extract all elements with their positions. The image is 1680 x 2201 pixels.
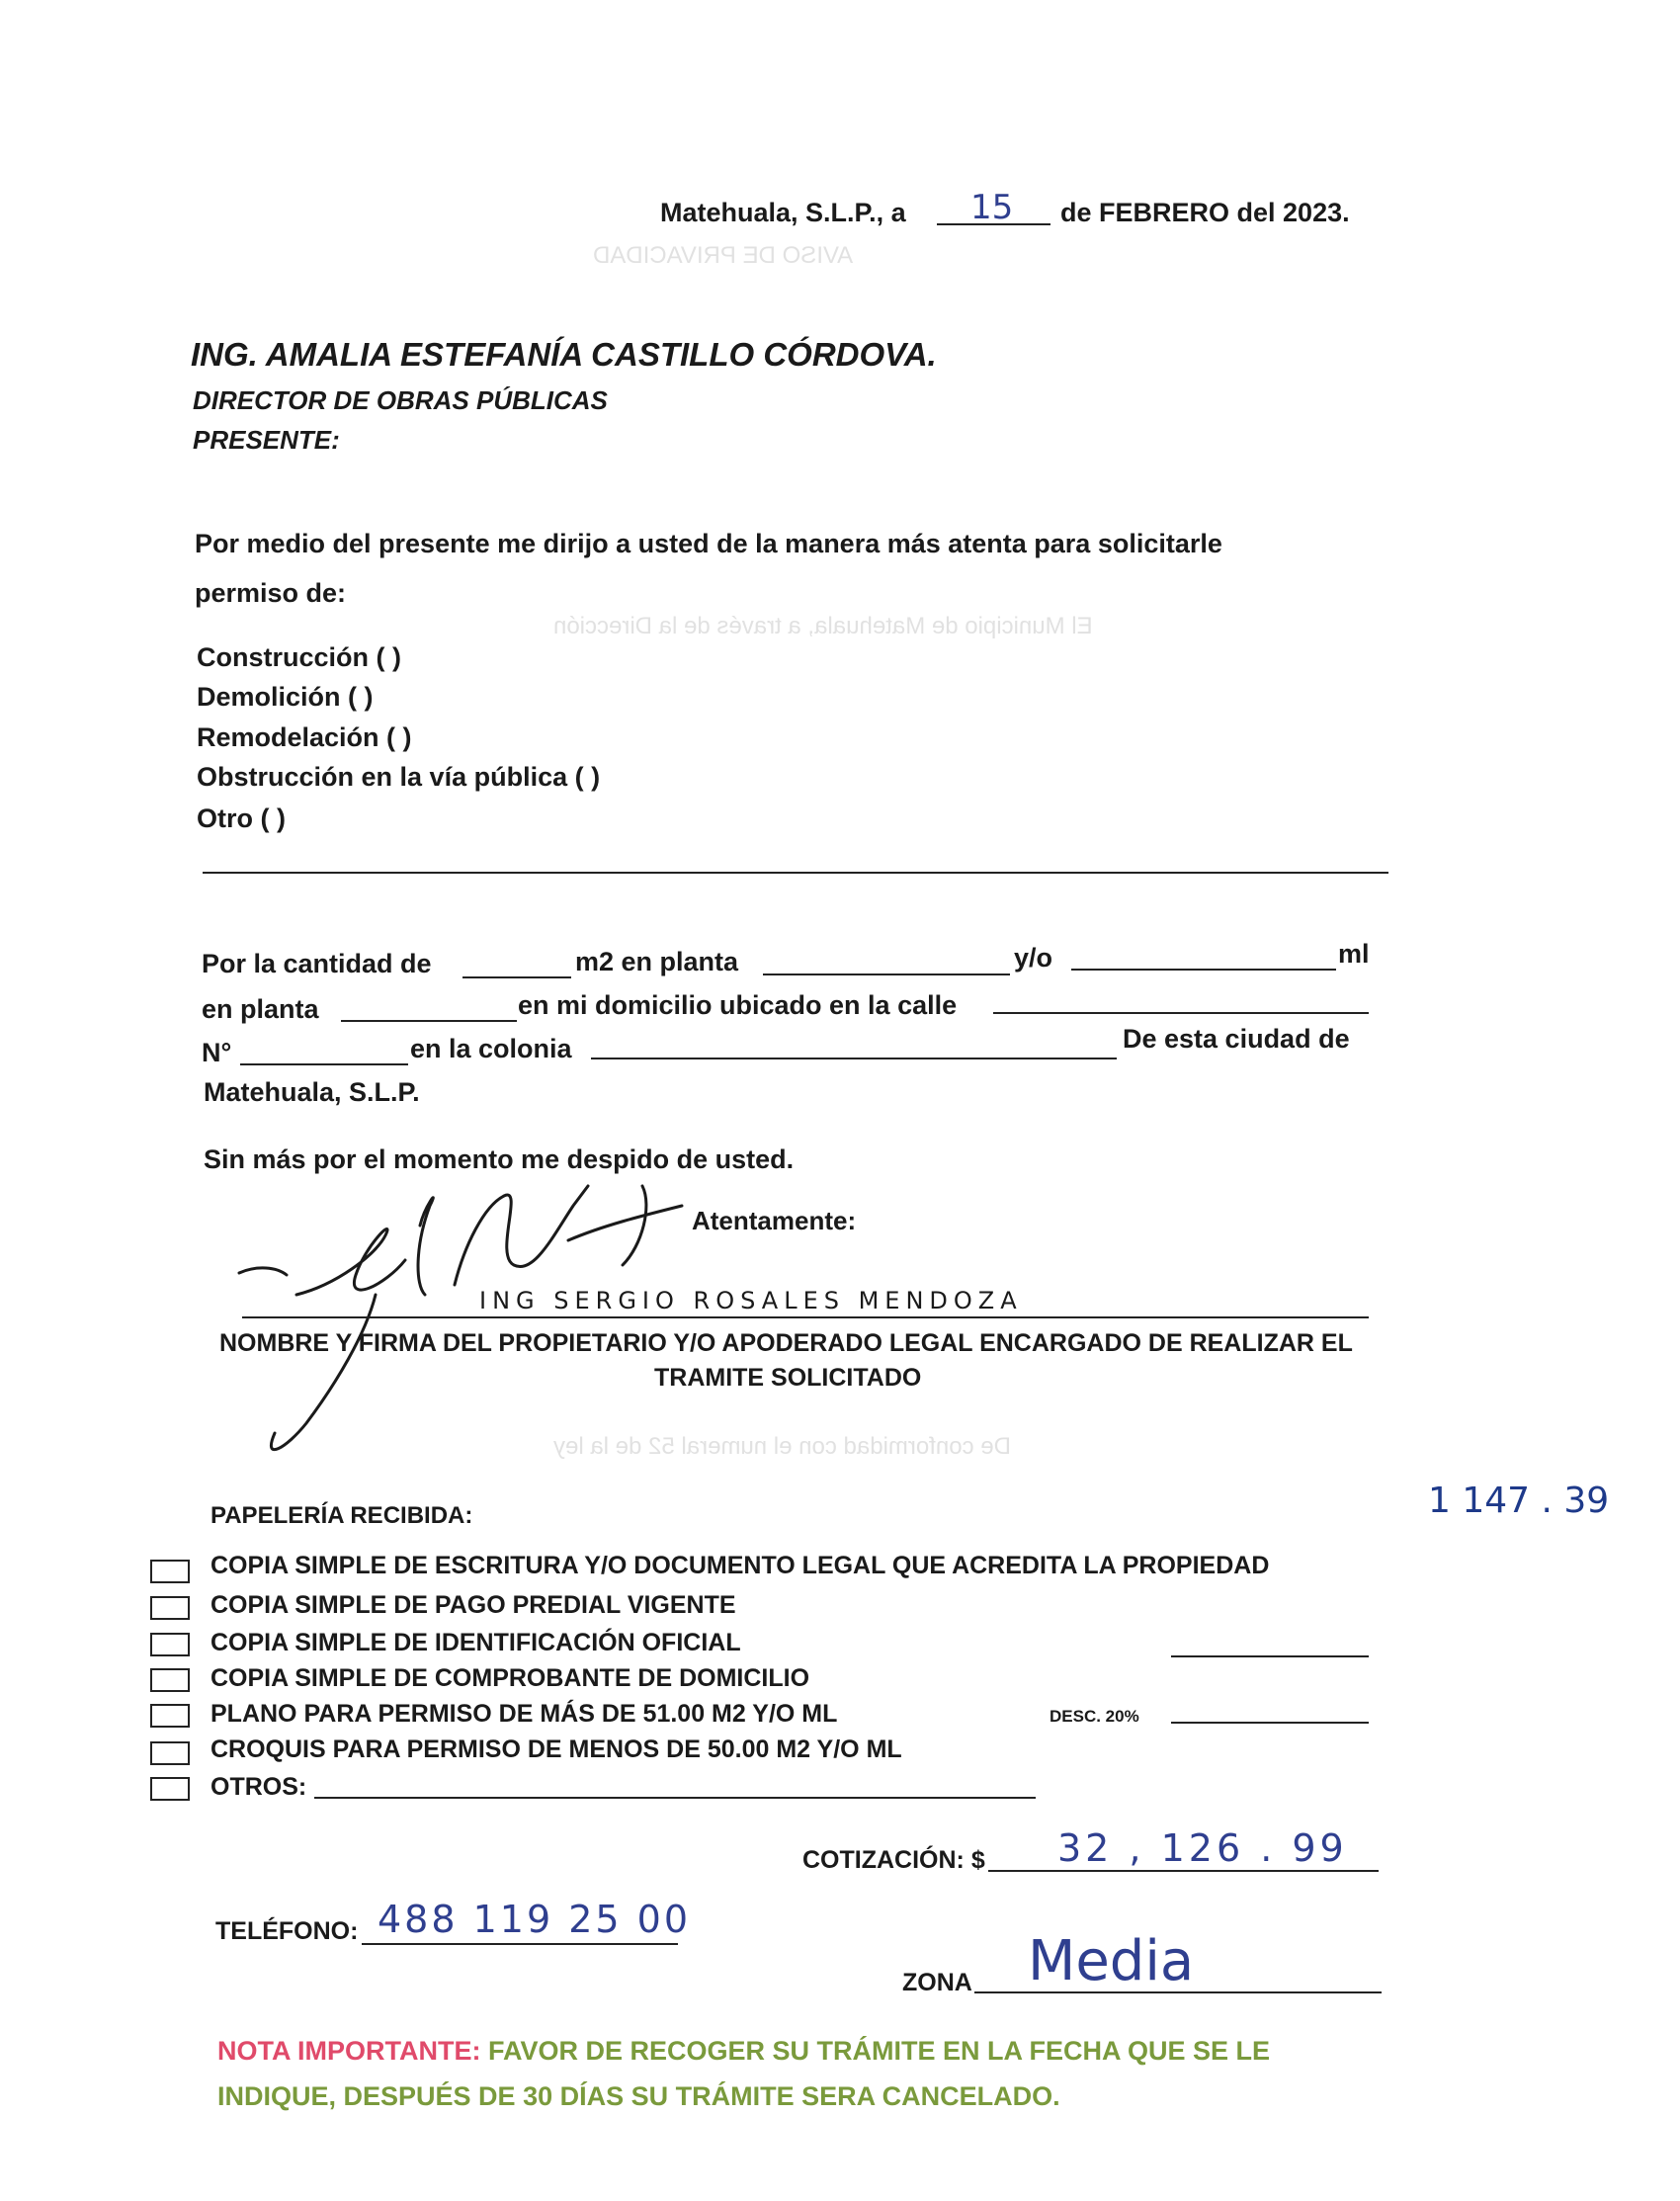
domicilio-label: en mi domicilio ubicado en la calle [518,990,958,1020]
option-otro: Otro ( ) [197,804,286,833]
addressee-title: DIRECTOR DE OBRAS PÚBLICAS [193,385,608,415]
desc-line [1171,1722,1369,1724]
intro-line-1: Por medio del presente me dirijo a usted de la manera más atenta para solicitarle [195,529,1222,558]
papeleria-item: COPIA SIMPLE DE ESCRITURA Y/O DOCUMENTO LEGAL QUE ACREDITA LA PROPIEDAD [210,1552,1270,1579]
date-suffix: de FEBRERO del 2023. [1060,198,1350,227]
m2-label: m2 en planta [575,947,739,976]
ml-line [1071,969,1336,971]
cotizacion-line [988,1870,1379,1872]
papeleria-item: OTROS: [210,1773,307,1801]
telefono-line [362,1943,678,1945]
telefono-label: TELÉFONO: [215,1917,359,1945]
numero-label: N° [202,1038,232,1067]
atentamente-label: Atentamente: [692,1206,857,1235]
papeleria-line [1171,1655,1369,1657]
papeleria-checkbox[interactable] [150,1633,190,1656]
signature-mark [227,1166,840,1463]
papeleria-item: COPIA SIMPLE DE PAGO PREDIAL VIGENTE [210,1591,736,1619]
papeleria-title: PAPELERÍA RECIBIDA: [210,1502,473,1529]
sign-label-1: NOMBRE Y FIRMA DEL PROPIETARIO Y/O APODERADO LEGAL ENCARGADO DE REALIZAR EL [219,1329,1353,1357]
cotizacion-handwritten: 32 , 126 . 99 [1057,1826,1348,1870]
otro-line [203,872,1388,874]
papeleria-item: COPIA SIMPLE DE IDENTIFICACIÓN OFICIAL [210,1629,741,1656]
papeleria-checkbox[interactable] [150,1560,190,1583]
papeleria-item: PLANO PARA PERMISO DE MÁS DE 51.00 M2 Y/O ML [210,1700,838,1728]
day-handwritten: 15 [970,188,1014,227]
signature-line [242,1316,1369,1318]
m2-line [763,974,1010,975]
desc-label: DESC. 20% [1050,1707,1139,1726]
ciudad-label: De esta ciudad de [1123,1024,1350,1054]
papeleria-checkbox[interactable] [150,1741,190,1765]
calle-line [993,1012,1369,1014]
yo-label: y/o [1014,943,1053,973]
en-planta-label: en planta [202,994,319,1024]
option-remodelacion: Remodelación ( ) [197,722,412,752]
papeleria-checkbox[interactable] [150,1668,190,1692]
addressee-name: ING. AMALIA ESTEFANÍA CASTILLO CÓRDOVA. [191,336,937,373]
qty-line [462,976,571,978]
telefono-handwritten: 488 119 25 00 [378,1898,692,1941]
farewell: Sin más por el momento me despido de usted. [204,1144,795,1174]
papeleria-checkbox[interactable] [150,1777,190,1801]
qty-prefix: Por la cantidad de [202,949,432,978]
zona-label: ZONA [902,1969,972,1996]
otros-line [314,1797,1036,1799]
en-planta-line [341,1020,517,1022]
presente-label: PRESENTE: [193,425,340,455]
amount-handwritten: 1 147 . 39 [1428,1481,1610,1521]
papeleria-item: COPIA SIMPLE DE COMPROBANTE DE DOMICILIO [210,1664,810,1692]
option-demolicion: Demolición ( ) [197,682,374,712]
sign-label-2: TRAMITE SOLICITADO [654,1364,922,1392]
colonia-label: en la colonia [410,1034,572,1063]
nota-text-2: INDIQUE, DESPUÉS DE 30 DÍAS SU TRÁMITE SERA CANCELADO. [217,2081,1060,2111]
date-place: Matehuala, S.L.P., a [660,198,906,227]
bleed-through-text: De conformidad con el numeral 52 de la ley [553,1433,1011,1460]
zona-handwritten: Media [1028,1929,1195,1993]
nota-text-1: FAVOR DE RECOGER SU TRÁMITE EN LA FECHA QUE SE LE [487,2036,1271,2066]
ml-label: ml [1338,939,1370,969]
cotizacion-label: COTIZACIÓN: $ [802,1846,985,1874]
option-construccion: Construcción ( ) [197,642,401,672]
bleed-through-text: El Municipio de Matehuala, a través de la Dirección [553,613,1093,639]
option-obstruccion: Obstrucción en la vía pública ( ) [197,762,601,792]
signer-name-handwritten: ING SERGIO ROSALES MENDOZA [479,1287,1023,1314]
nota-label: NOTA IMPORTANTE: [217,2036,481,2066]
intro-line-2: permiso de: [195,578,347,608]
papeleria-checkbox[interactable] [150,1596,190,1620]
colonia-line [591,1058,1117,1059]
numero-line [240,1063,408,1065]
city-label: Matehuala, S.L.P. [204,1077,420,1107]
bleed-through-text: AVISO DE PRIVACIDAD [593,242,854,269]
papeleria-item: CROQUIS PARA PERMISO DE MENOS DE 50.00 M2 Y/O ML [210,1735,902,1763]
papeleria-checkbox[interactable] [150,1704,190,1728]
